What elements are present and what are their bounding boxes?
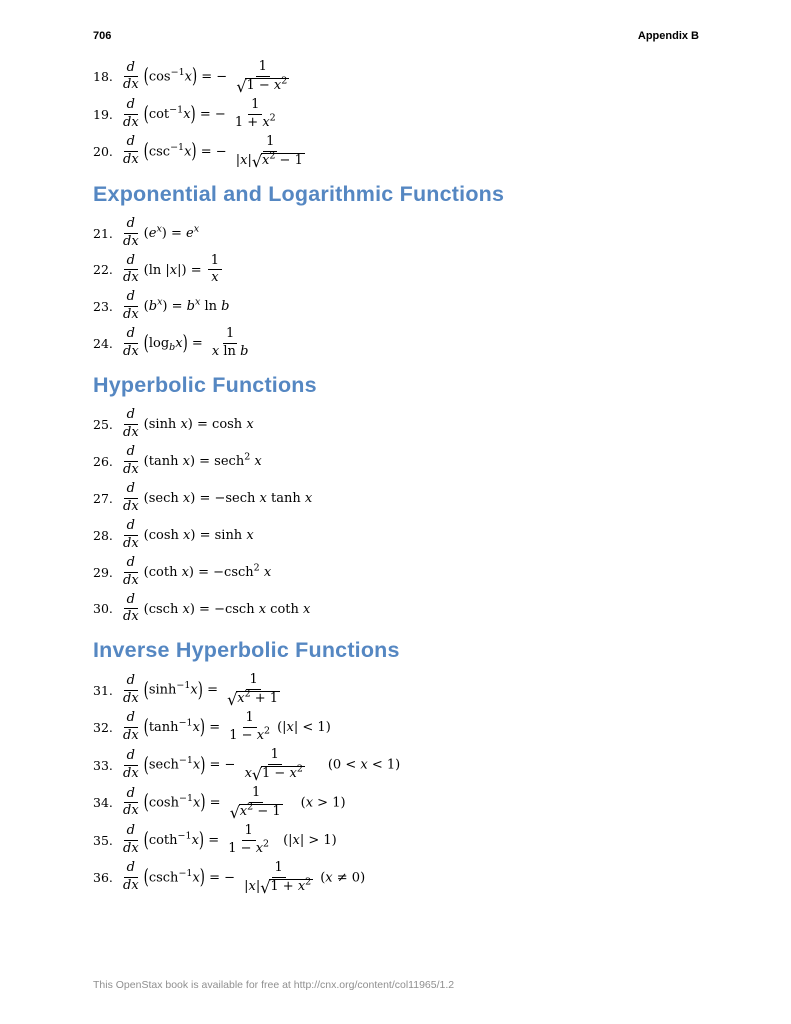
denominator: dx: [123, 344, 139, 360]
formula: $\frac{d}{dx}$ (sech$^{-1}$x) = − $\frac{1}{x√1 - x^2}$ (0 < x < 1): [118, 748, 400, 782]
radical-sign: √: [251, 151, 263, 171]
section-heading-exponential-and-logarithmic-functions: Exponential and Logarithmic Functions: [93, 181, 505, 206]
radical: $√x^2 + 1$: [227, 688, 279, 710]
paren: ): [190, 527, 196, 543]
denominator: dx: [123, 461, 139, 477]
fraction: [120, 61, 142, 94]
big-paren: ): [198, 829, 205, 853]
formula: $\frac{d}{dx}$ (coth x) = −csch$^2$ x: [118, 556, 271, 589]
paren: (: [143, 262, 149, 278]
fraction: [227, 786, 286, 820]
numerator: d: [124, 519, 138, 536]
paren: (: [143, 490, 149, 506]
fraction: [224, 672, 283, 710]
denominator: dx: [123, 690, 139, 706]
numerator: d: [124, 711, 138, 728]
item-number: 30.: [93, 601, 113, 617]
radical-sign: √: [229, 802, 240, 822]
big-paren: ): [199, 716, 206, 741]
formula-item-36: [93, 861, 743, 895]
numerator: 1: [243, 711, 257, 728]
formula-item-25: [93, 408, 743, 441]
fraction: [120, 861, 142, 894]
formula-item-19: [93, 98, 743, 131]
fraction: [241, 861, 316, 895]
formula-item-18: [93, 60, 743, 94]
denominator: dx: [123, 803, 139, 819]
denominator: $x√1 - x^2$: [244, 763, 303, 785]
big-paren: ): [190, 103, 196, 127]
big-paren: (: [143, 140, 149, 165]
formula: $\frac{d}{dx}$ (csch$^{-1}$x) = − $\frac{1}{|x|√1 + x^2}$ (x ≠ 0): [118, 861, 365, 895]
numerator: d: [124, 290, 138, 307]
fraction: [120, 445, 142, 478]
numerator: d: [124, 749, 138, 766]
footer-note: This OpenStax book is available for free at http://cnx.org/content/col11965/1.2: [93, 979, 455, 991]
denominator: dx: [123, 233, 139, 249]
fraction: [120, 674, 142, 707]
denominator: $1 - x^2$: [228, 838, 270, 856]
item-number: 27.: [93, 490, 113, 506]
numerator: d: [124, 482, 138, 499]
item-number: 33.: [93, 757, 113, 773]
radical-sign: √: [236, 76, 247, 96]
item-number: 28.: [93, 527, 113, 543]
item-number: 32.: [93, 720, 113, 736]
denominator: $|x|√1 + x^2$: [244, 876, 312, 897]
denominator: x: [211, 270, 219, 286]
big-paren: (: [143, 332, 149, 357]
big-paren: (: [143, 716, 149, 741]
big-paren: ): [191, 140, 197, 165]
item-number: 22.: [93, 262, 113, 278]
paren: ): [189, 453, 196, 469]
fraction: [120, 787, 142, 820]
denominator: dx: [123, 609, 139, 625]
denominator: $1 - x^2$: [229, 725, 271, 744]
item-number: 18.: [93, 69, 113, 85]
numerator: 1: [242, 824, 256, 841]
denominator: dx: [123, 270, 139, 286]
numerator: 1: [223, 327, 237, 344]
formula: $\frac{d}{dx}$ $(\csc^{-1}x)$ = − $\frac{1}{|x|√x^2 - 1}$: [118, 135, 310, 169]
big-paren: (: [143, 679, 149, 703]
fraction: [120, 135, 142, 168]
denominator: [224, 688, 283, 710]
page-header: [93, 30, 699, 42]
denominator: dx: [123, 77, 139, 93]
formula-item-30: [93, 593, 743, 626]
numerator: d: [124, 61, 138, 78]
big-paren: (: [143, 66, 149, 90]
item-number: 34.: [93, 795, 113, 811]
denominator: dx: [123, 728, 139, 744]
item-number: 20.: [93, 144, 113, 160]
paren: ): [189, 601, 195, 617]
paren: (: [143, 417, 149, 433]
item-number: 25.: [93, 417, 113, 433]
fraction: [120, 519, 142, 552]
paren: ): [190, 490, 196, 506]
denominator: dx: [123, 535, 139, 551]
radical: $√x^2 - 1$: [229, 801, 281, 822]
denominator: dx: [123, 152, 139, 168]
formula: $\frac{d}{dx}$ $(b^x) = b^x$ ln b: [118, 290, 229, 323]
fraction: [120, 556, 142, 589]
big-paren: ): [197, 679, 203, 703]
numerator: d: [124, 254, 138, 271]
denominator: dx: [123, 572, 139, 588]
numerator: d: [124, 98, 138, 115]
formula: $\frac{d}{dx}$ (csch x) = −csch x coth x: [118, 593, 310, 626]
formula-item-22: [93, 254, 743, 287]
formula: $\frac{d}{dx}$ (tanh x) = sech$^2$ x: [118, 445, 262, 478]
paren: ): [188, 564, 194, 580]
item-number: 24.: [93, 336, 113, 352]
formula-item-20: [93, 135, 743, 169]
numerator: d: [124, 217, 138, 234]
formula: $\frac{d}{dx}$ (ln |x|) = $\frac{1}{x}$: [118, 254, 224, 287]
formula-item-33: [93, 747, 743, 785]
denominator: dx: [123, 840, 139, 856]
formula-item-21: [93, 217, 743, 250]
radical-sign: √: [227, 690, 238, 710]
formula: $\frac{d}{dx}$ (cosh x) = sinh x: [118, 519, 254, 552]
item-number: 23.: [93, 299, 113, 315]
fraction: [120, 327, 142, 360]
paren: ): [181, 262, 187, 278]
paren: (: [143, 601, 149, 617]
fraction: [120, 290, 142, 323]
radical: $√1 - x^2$: [251, 763, 303, 785]
fraction: [120, 408, 142, 441]
formula: $\frac{d}{dx}$ (coth$^{-1}$x) = $\frac{1}{1 - x^2}$ (|x| > 1): [118, 824, 337, 857]
item-number: 31.: [93, 682, 113, 698]
paren: (: [143, 564, 149, 580]
formula-item-32: [93, 711, 743, 744]
paren: ): [162, 299, 168, 315]
fraction: [225, 824, 272, 857]
denominator: dx: [123, 114, 139, 130]
numerator: 1: [208, 254, 222, 271]
fraction: [233, 135, 308, 169]
formula-item-29: [93, 556, 743, 589]
page-footer: [93, 979, 454, 991]
formula: $\frac{d}{dx}$ $(\tanh^{-1}x)$ = $\frac{1}{1 - x^2}$ (|x| < 1): [118, 711, 331, 744]
numerator: d: [124, 824, 138, 841]
formula: $\frac{d}{dx}$ (sech x) = −sech x tanh x: [118, 482, 312, 515]
fraction: [232, 98, 279, 131]
fraction: [120, 254, 142, 287]
paren: (: [143, 299, 149, 315]
formula: $\frac{d}{dx}$ $(\cosh^{-1}x)$ = $\frac{1}{√x^2 - 1}$ (x > 1): [118, 786, 346, 820]
numerator: 1: [268, 748, 282, 765]
paren: (: [143, 527, 149, 543]
formula: $\frac{d}{dx}$ $(e^x) = e^x$: [118, 217, 199, 250]
item-number: 29.: [93, 564, 113, 580]
numerator: 1: [248, 98, 262, 115]
item-number: 36.: [93, 870, 113, 886]
radical-sign: √: [260, 877, 271, 897]
denominator: x ln b: [211, 344, 249, 360]
numerator: 1: [256, 60, 270, 77]
fraction: [208, 254, 222, 287]
denominator: $|x|√x^2 - 1$: [235, 150, 303, 171]
radical: $√x^2 - 1$: [251, 150, 303, 171]
numerator: 1: [249, 786, 263, 803]
radical-sign: √: [251, 765, 263, 785]
big-paren: ): [199, 866, 205, 891]
page-number: 706: [93, 30, 112, 42]
fraction: [120, 593, 142, 626]
fraction: [120, 98, 142, 131]
denominator: $1 + x^2$: [234, 112, 276, 130]
big-paren: (: [143, 866, 149, 891]
item-number: 35.: [93, 832, 113, 848]
numerator: d: [124, 327, 138, 344]
numerator: 1: [246, 673, 260, 690]
denominator: [227, 803, 286, 820]
numerator: 1: [263, 135, 277, 152]
denominator: dx: [123, 498, 139, 514]
formula-item-35: [93, 824, 743, 857]
denominator: dx: [123, 307, 139, 323]
denominator: dx: [123, 765, 139, 781]
item-number: 26.: [93, 453, 113, 469]
fraction: [120, 217, 142, 250]
paren: ): [187, 417, 193, 433]
formula-item-26: [93, 445, 743, 478]
formula-item-31: [93, 672, 743, 710]
formula-item-28: [93, 519, 743, 552]
numerator: d: [124, 674, 138, 691]
appendix-label: Appendix B: [637, 30, 699, 42]
numerator: d: [124, 408, 138, 425]
numerator: d: [124, 861, 138, 878]
big-paren: (: [143, 829, 149, 853]
denominator: dx: [123, 878, 139, 894]
fraction: [226, 711, 273, 744]
paren: (: [143, 453, 149, 469]
formula: $\frac{d}{dx}$ $(\cos^{-1}x)$ = − $\frac{1}{√1 - x^2}$: [118, 60, 294, 94]
item-number: 21.: [93, 225, 113, 241]
paren: (: [143, 225, 149, 241]
numerator: 1: [272, 861, 286, 878]
numerator: d: [124, 556, 138, 573]
fraction: [120, 711, 142, 744]
fraction: [120, 482, 142, 515]
numerator: d: [124, 135, 138, 152]
section-heading-inverse-hyperbolic-functions: Inverse Hyperbolic Functions: [93, 638, 400, 663]
radical: $√1 + x^2$: [260, 876, 312, 897]
big-paren: (: [143, 754, 149, 778]
formula-item-24: [93, 327, 743, 360]
big-paren: (: [143, 792, 149, 816]
section-heading-hyperbolic-functions: Hyperbolic Functions: [93, 373, 317, 398]
paren: ): [161, 225, 167, 241]
formula-item-27: [93, 482, 743, 515]
big-paren: ): [182, 332, 188, 357]
big-paren: ): [191, 66, 198, 90]
formula-item-34: [93, 786, 743, 820]
fraction: [209, 327, 251, 360]
big-paren: (: [143, 103, 149, 127]
big-paren: ): [200, 792, 206, 816]
fraction: [242, 747, 308, 785]
denominator: dx: [123, 425, 139, 441]
formula-item-23: [93, 290, 743, 323]
formula: $\frac{d}{dx}$ $(\cot^{-1}x)$ = − $\frac{1}{1 + x^2}$: [118, 98, 281, 131]
formula: $\frac{d}{dx}$ $(\sinh^{-1}x)$ = $\frac{1}{√x^2 + 1}$: [118, 673, 285, 707]
fraction: [120, 749, 142, 782]
numerator: d: [124, 593, 138, 610]
numerator: d: [124, 787, 138, 804]
formula: $\frac{d}{dx}$ $(\log_bx)$ = $\frac{1}{\text{x ln b}}$: [118, 327, 253, 360]
fraction: [120, 824, 142, 857]
item-number: 19.: [93, 106, 113, 122]
numerator: d: [124, 445, 138, 462]
big-paren: ): [200, 754, 206, 778]
formula: $\frac{d}{dx}$ (sinh x) = cosh x: [118, 408, 254, 441]
radical: $√1 - x^2$: [236, 75, 288, 96]
denominator: [233, 77, 292, 94]
formula-sections: [93, 60, 743, 899]
fraction: [233, 60, 292, 94]
